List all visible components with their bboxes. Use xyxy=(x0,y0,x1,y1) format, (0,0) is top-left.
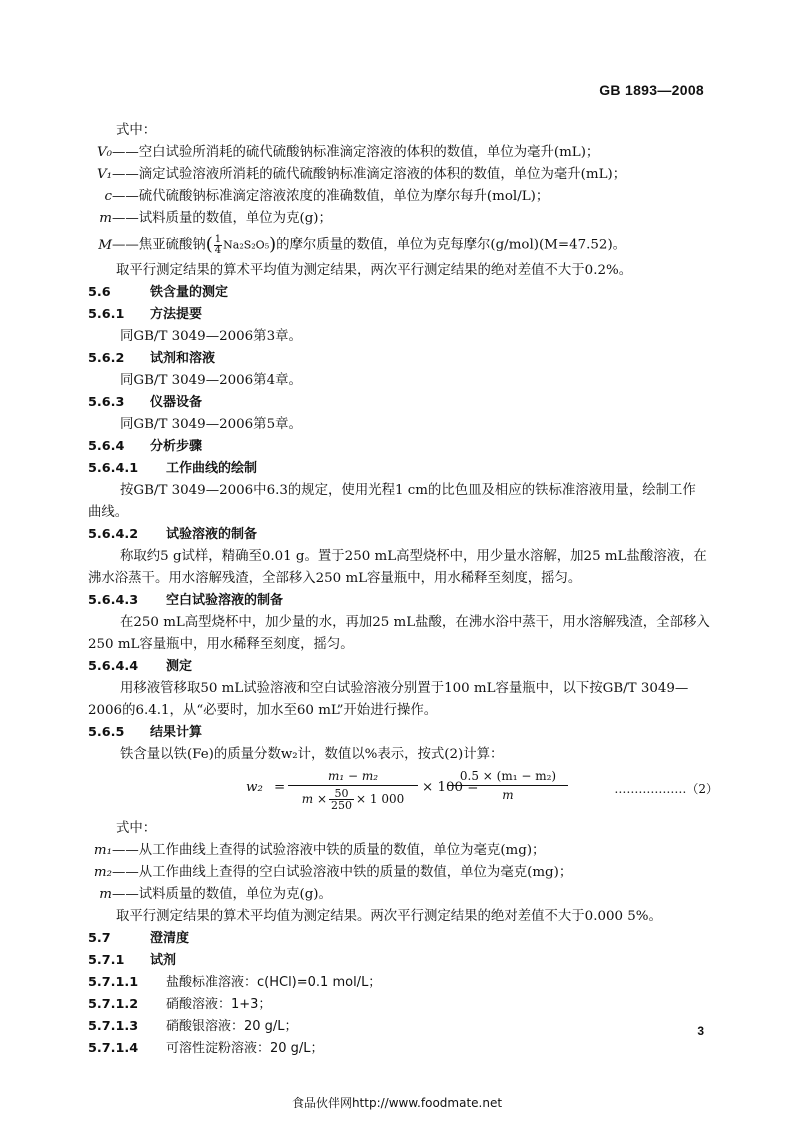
section-number: 5.7 xyxy=(88,931,111,946)
denominator-pre: m × xyxy=(301,792,327,806)
item-text: 盐酸标准溶液：c(HCl)=0.1 mol/L； xyxy=(166,975,382,990)
section-number: 5.6.4.4 xyxy=(88,659,139,674)
section-5-6-2-text: 同GB/T 3049—2006第4章。 xyxy=(120,373,302,388)
definition-molar-mass xyxy=(88,230,718,260)
section-title: 铁含量的测定 xyxy=(150,285,229,300)
section-number: 5.7.1.3 xyxy=(88,1019,139,1034)
definition-v1-text: ——滴定试验溶液所消耗的硫代硫酸钠标准滴定溶液的体积的数值，单位为毫升(mL)； xyxy=(112,167,627,182)
section-title: 仪器设备 xyxy=(150,395,203,410)
symbol-M: M xyxy=(98,237,112,253)
where-label-2: 式中： xyxy=(116,821,157,836)
close-paren: ) xyxy=(269,234,277,255)
parallel-statement-2: 取平行测定结果的算术平均值为测定结果。两次平行测定结果的绝对差值不大于0.000 5%。 xyxy=(116,909,662,924)
section-5-7-1-1 xyxy=(88,972,718,994)
section-title: 试验溶液的制备 xyxy=(166,527,258,542)
section-title: 试剂 xyxy=(150,953,177,968)
item-text: 硝酸银溶液：20 g/L； xyxy=(166,1019,298,1034)
fraction-1-denominator xyxy=(288,786,418,811)
fraction-1-numerator: m₁ − m₂ xyxy=(288,768,418,786)
definition-m2 xyxy=(88,862,718,884)
definition-m-text: ——试料质量的数值，单位为克(g)； xyxy=(112,211,332,226)
section-title: 澄清度 xyxy=(150,931,190,946)
section-title: 工作曲线的绘制 xyxy=(166,461,258,476)
definition-m1 xyxy=(88,840,718,862)
formula-equals: = xyxy=(274,780,286,795)
section-5-7-1-3 xyxy=(88,1016,718,1038)
symbol-m2: m₂ xyxy=(93,865,112,880)
section-5-7 xyxy=(88,928,718,950)
section-5-6-1-text: 同GB/T 3049—2006第3章。 xyxy=(120,329,302,344)
item-text: 可溶性淀粉溶液：20 g/L； xyxy=(166,1041,324,1056)
section-5-6-4-3-text-2: 250 mL容量瓶中，用水稀释至刻度，摇匀。 xyxy=(88,637,354,652)
section-number: 5.6.4.2 xyxy=(88,527,139,542)
symbol-m: m xyxy=(99,211,112,226)
section-title: 分析步骤 xyxy=(150,439,203,454)
standard-code: GB 1893—2008 xyxy=(599,82,704,98)
item-text: 硝酸溶液：1+3； xyxy=(166,997,272,1012)
definition-m-2 xyxy=(88,884,718,906)
definition-v0-text: ——空白试验所消耗的硫代硫酸钠标准滴定溶液的体积的数值，单位为毫升(mL)； xyxy=(112,145,600,160)
section-5-6-4-3-text-1: 在250 mL高型烧杯中，加少量的水，再加25 mL盐酸，在沸水浴中蒸干，用水溶解残渣，全部移入 xyxy=(120,615,710,630)
section-5-6-5-text: 铁含量以铁(Fe)的质量分数w₂计，数值以%表示，按式(2)计算： xyxy=(120,747,504,762)
section-title: 方法提要 xyxy=(150,307,203,322)
section-5-6-4-4-text-2: 2006的6.4.1，从“必要时，加水至60 mL”开始进行操作。 xyxy=(88,703,438,718)
section-5-6-4-2-text-1: 称取约5 g试样，精确至0.01 g。置于250 mL高型烧杯中，用少量水溶解，加25 mL盐酸溶液，在 xyxy=(120,549,707,564)
section-number: 5.6.1 xyxy=(88,307,125,322)
equation-number: ………………（2） xyxy=(614,782,718,796)
open-paren: ( xyxy=(205,234,213,255)
section-5-6-4-1-text-2: 曲线。 xyxy=(88,505,129,520)
definition-c xyxy=(88,186,718,208)
definition-m-text: ——试料质量的数值，单位为克(g)。 xyxy=(112,887,332,902)
section-5-7-1-2 xyxy=(88,994,718,1016)
section-5-6-1 xyxy=(88,304,718,326)
dilution-denominator: 250 xyxy=(331,799,352,812)
section-number: 5.6 xyxy=(88,285,111,300)
formula-lhs: w₂ xyxy=(246,780,263,795)
section-number: 5.6.4.3 xyxy=(88,593,139,608)
fraction-2-numerator: 0.5 × (m₁ − m₂) xyxy=(448,768,568,786)
section-number: 5.7.1.2 xyxy=(88,997,139,1012)
fraction-2-denominator: m xyxy=(502,788,514,802)
section-5-6-4-1 xyxy=(88,458,718,480)
sodium-metabisulfite-formula: Na₂S₂O₅ xyxy=(223,238,270,252)
molar-mass-post: 的摩尔质量的数值，单位为克每摩尔(g/mol)(M=47.52)。 xyxy=(276,237,627,253)
molar-mass-pre: ——焦亚硫酸钠 xyxy=(112,237,206,253)
document-body xyxy=(88,120,718,1060)
section-5-6-4-2-text-2: 沸水浴蒸干。用水溶解残渣，全部移入250 mL容量瓶中，用水稀释至刻度，摇匀。 xyxy=(88,571,582,586)
symbol-v1: V₁ xyxy=(96,167,112,182)
definition-v0 xyxy=(88,142,718,164)
section-title: 试剂和溶液 xyxy=(150,351,216,366)
quarter-fraction xyxy=(214,235,222,256)
section-5-6-4-1-text-1: 按GB/T 3049—2006中6.3的规定，使用光程1 cm的比色皿及相应的铁标准溶液用量，绘制工作 xyxy=(120,483,696,498)
section-5-6 xyxy=(88,282,718,304)
section-5-6-4-4 xyxy=(88,656,718,678)
section-5-6-3 xyxy=(88,392,718,414)
section-5-6-4 xyxy=(88,436,718,458)
section-number: 5.7.1 xyxy=(88,953,125,968)
dilution-fraction xyxy=(329,788,354,811)
fraction-numerator: 1 xyxy=(214,233,222,245)
section-number: 5.6.3 xyxy=(88,395,125,410)
parallel-statement-1: 取平行测定结果的算术平均值为测定结果，两次平行测定结果的绝对差值不大于0.2%。 xyxy=(116,263,633,278)
dilution-numerator: 50 xyxy=(329,788,354,800)
footer-watermark: 食品伙伴网http://www.foodmate.net xyxy=(291,1096,503,1110)
section-5-6-4-3 xyxy=(88,590,718,612)
denominator-post: × 1 000 xyxy=(356,792,405,806)
symbol-m1: m₁ xyxy=(93,843,112,858)
definition-m xyxy=(88,208,718,230)
symbol-v0: V₀ xyxy=(96,145,112,160)
section-number: 5.7.1.1 xyxy=(88,975,139,990)
section-number: 5.7.1.4 xyxy=(88,1041,139,1056)
symbol-c: c xyxy=(104,189,112,204)
section-5-7-1-4 xyxy=(88,1038,718,1060)
where-label: 式中： xyxy=(116,123,157,138)
section-title: 测定 xyxy=(166,659,193,674)
symbol-m: m xyxy=(99,887,112,902)
section-number: 5.6.4.1 xyxy=(88,461,139,476)
formula-times-100: × 100 = xyxy=(422,780,479,795)
formula-2 xyxy=(88,766,718,818)
section-5-6-2 xyxy=(88,348,718,370)
formula-fraction-2 xyxy=(448,768,568,804)
section-5-7-1 xyxy=(88,950,718,972)
section-5-6-3-text: 同GB/T 3049—2006第5章。 xyxy=(120,417,302,432)
definition-m2-text: ——从工作曲线上查得的空白试验溶液中铁的质量的数值，单位为毫克(mg)； xyxy=(112,865,573,880)
page-number: 3 xyxy=(697,1024,704,1038)
fraction-denominator: 4 xyxy=(214,244,222,256)
definition-m1-text: ——从工作曲线上查得的试验溶液中铁的质量的数值，单位为毫克(mg)； xyxy=(112,843,546,858)
section-5-6-5 xyxy=(88,722,718,744)
section-number: 5.6.4 xyxy=(88,439,125,454)
definition-v1 xyxy=(88,164,718,186)
section-5-6-4-2 xyxy=(88,524,718,546)
definition-c-text: ——硫代硫酸钠标准滴定溶液浓度的准确数值，单位为摩尔每升(mol/L)； xyxy=(112,189,550,204)
formula-fraction-1 xyxy=(288,768,418,811)
section-number: 5.6.5 xyxy=(88,725,125,740)
section-title: 空白试验溶液的制备 xyxy=(166,593,284,608)
section-5-6-4-4-text-1: 用移液管移取50 mL试验溶液和空白试验溶液分别置于100 mL容量瓶中，以下按GB/T 3049— xyxy=(120,681,689,696)
section-title: 结果计算 xyxy=(150,725,203,740)
section-number: 5.6.2 xyxy=(88,351,125,366)
